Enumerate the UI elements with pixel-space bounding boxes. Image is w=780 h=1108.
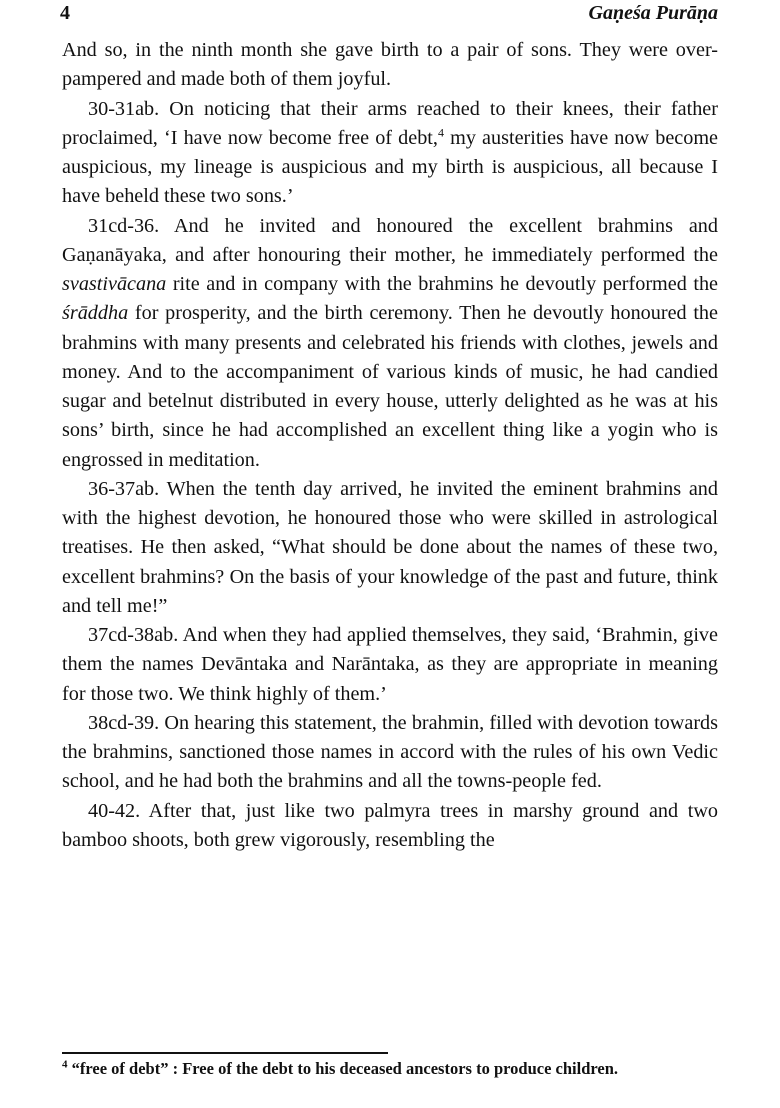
paragraph-continued xyxy=(62,36,718,95)
paragraph-text: When the tenth day arrived, he invited the eminent brahmins and with the highest devotion, he honoured those who were skilled in astrological treatises. He then asked, “What should be done about the names of these two, excellent brahmins? On the basis of your knowledge of the past and future, think and tell me!” xyxy=(62,477,718,617)
verse-number: 31cd-36. xyxy=(88,214,160,237)
paragraph-text: And when they had applied themselves, they said, ‘Brahmin, give them the names Devāntaka and Narāntaka, as they are appropriate in meaning for those two. We think highly of them.’ xyxy=(62,624,718,705)
paragraph-text: And he invited and honoured the excellent brahmins and Gaṇanāyaka, and after honouring their mother, he immediately performed the xyxy=(62,214,718,266)
paragraph-text: After that, just like two palmyra trees in marshy ground and two bamboo shoots, both grew vigorously, resembling the xyxy=(62,799,718,851)
page-header xyxy=(62,0,718,30)
verse-number: 38cd-39. xyxy=(88,711,160,734)
footnote-text: “free of debt” : Free of the debt to his deceased ancestors to produce children. xyxy=(67,1059,619,1078)
paragraph-text: my austerities have now become auspicious, my lineage is auspicious and my birth is auspicious, all because I have beheld these two sons.’ xyxy=(62,126,718,208)
verse-number: 40-42. xyxy=(88,799,141,822)
sanskrit-term: śrāddha xyxy=(62,302,129,325)
paragraph-text: for prosperity, and the birth ceremony. Then he devoutly honoured the brahmins with many presents and celebrated his friends with clothes, jewels and money. And to the accompaniment of various kinds of music, he had candied sugar and betelnut distributed in every house, utterly delighted as he was at his sons’ birth, since he had accomplished an excellent thing like a yogin who is engrossed in meditation. xyxy=(62,302,718,471)
verse-paragraph-38cd-39 xyxy=(62,709,718,797)
verse-paragraph-36-37ab xyxy=(62,475,718,621)
footnote-divider xyxy=(62,1052,388,1054)
footnote xyxy=(62,1058,718,1080)
footnote-reference[interactable]: 4 xyxy=(437,125,444,140)
paragraph-text: On hearing this statement, the brahmin, filled with devotion towards the brahmins, sanctioned those names in accord with the rules of his own Vedic school, and he had both the brahmins and all the towns-people fed. xyxy=(62,711,718,793)
verse-number: 36-37ab. xyxy=(88,477,160,500)
verse-paragraph-31cd-36 xyxy=(62,212,718,475)
running-title: Gaṇeśa Purāṇa xyxy=(588,2,718,24)
verse-paragraph-30-31ab xyxy=(62,95,718,212)
verse-paragraph-37cd-38ab xyxy=(62,621,718,709)
footnote-mark: 4 xyxy=(62,1058,68,1071)
sanskrit-term: svastivācana xyxy=(62,273,167,295)
verse-paragraph-40-42 xyxy=(62,797,718,856)
paragraph-text: On noticing that their arms reached to their knees, their father proclaimed, ‘I have now become free of debt, xyxy=(62,97,718,149)
paragraph-text: rite and in company with the brahmins he devoutly performed the xyxy=(166,273,718,295)
page-number: 4 xyxy=(60,2,70,24)
page-body xyxy=(62,36,718,855)
book-page xyxy=(60,0,718,1078)
verse-number: 30-31ab. xyxy=(88,97,160,120)
paragraph-text: And so, in the ninth month she gave birth to a pair of sons. They were over-pampered and made both of them joyful. xyxy=(62,39,718,91)
verse-number: 37cd-38ab. xyxy=(88,624,179,646)
